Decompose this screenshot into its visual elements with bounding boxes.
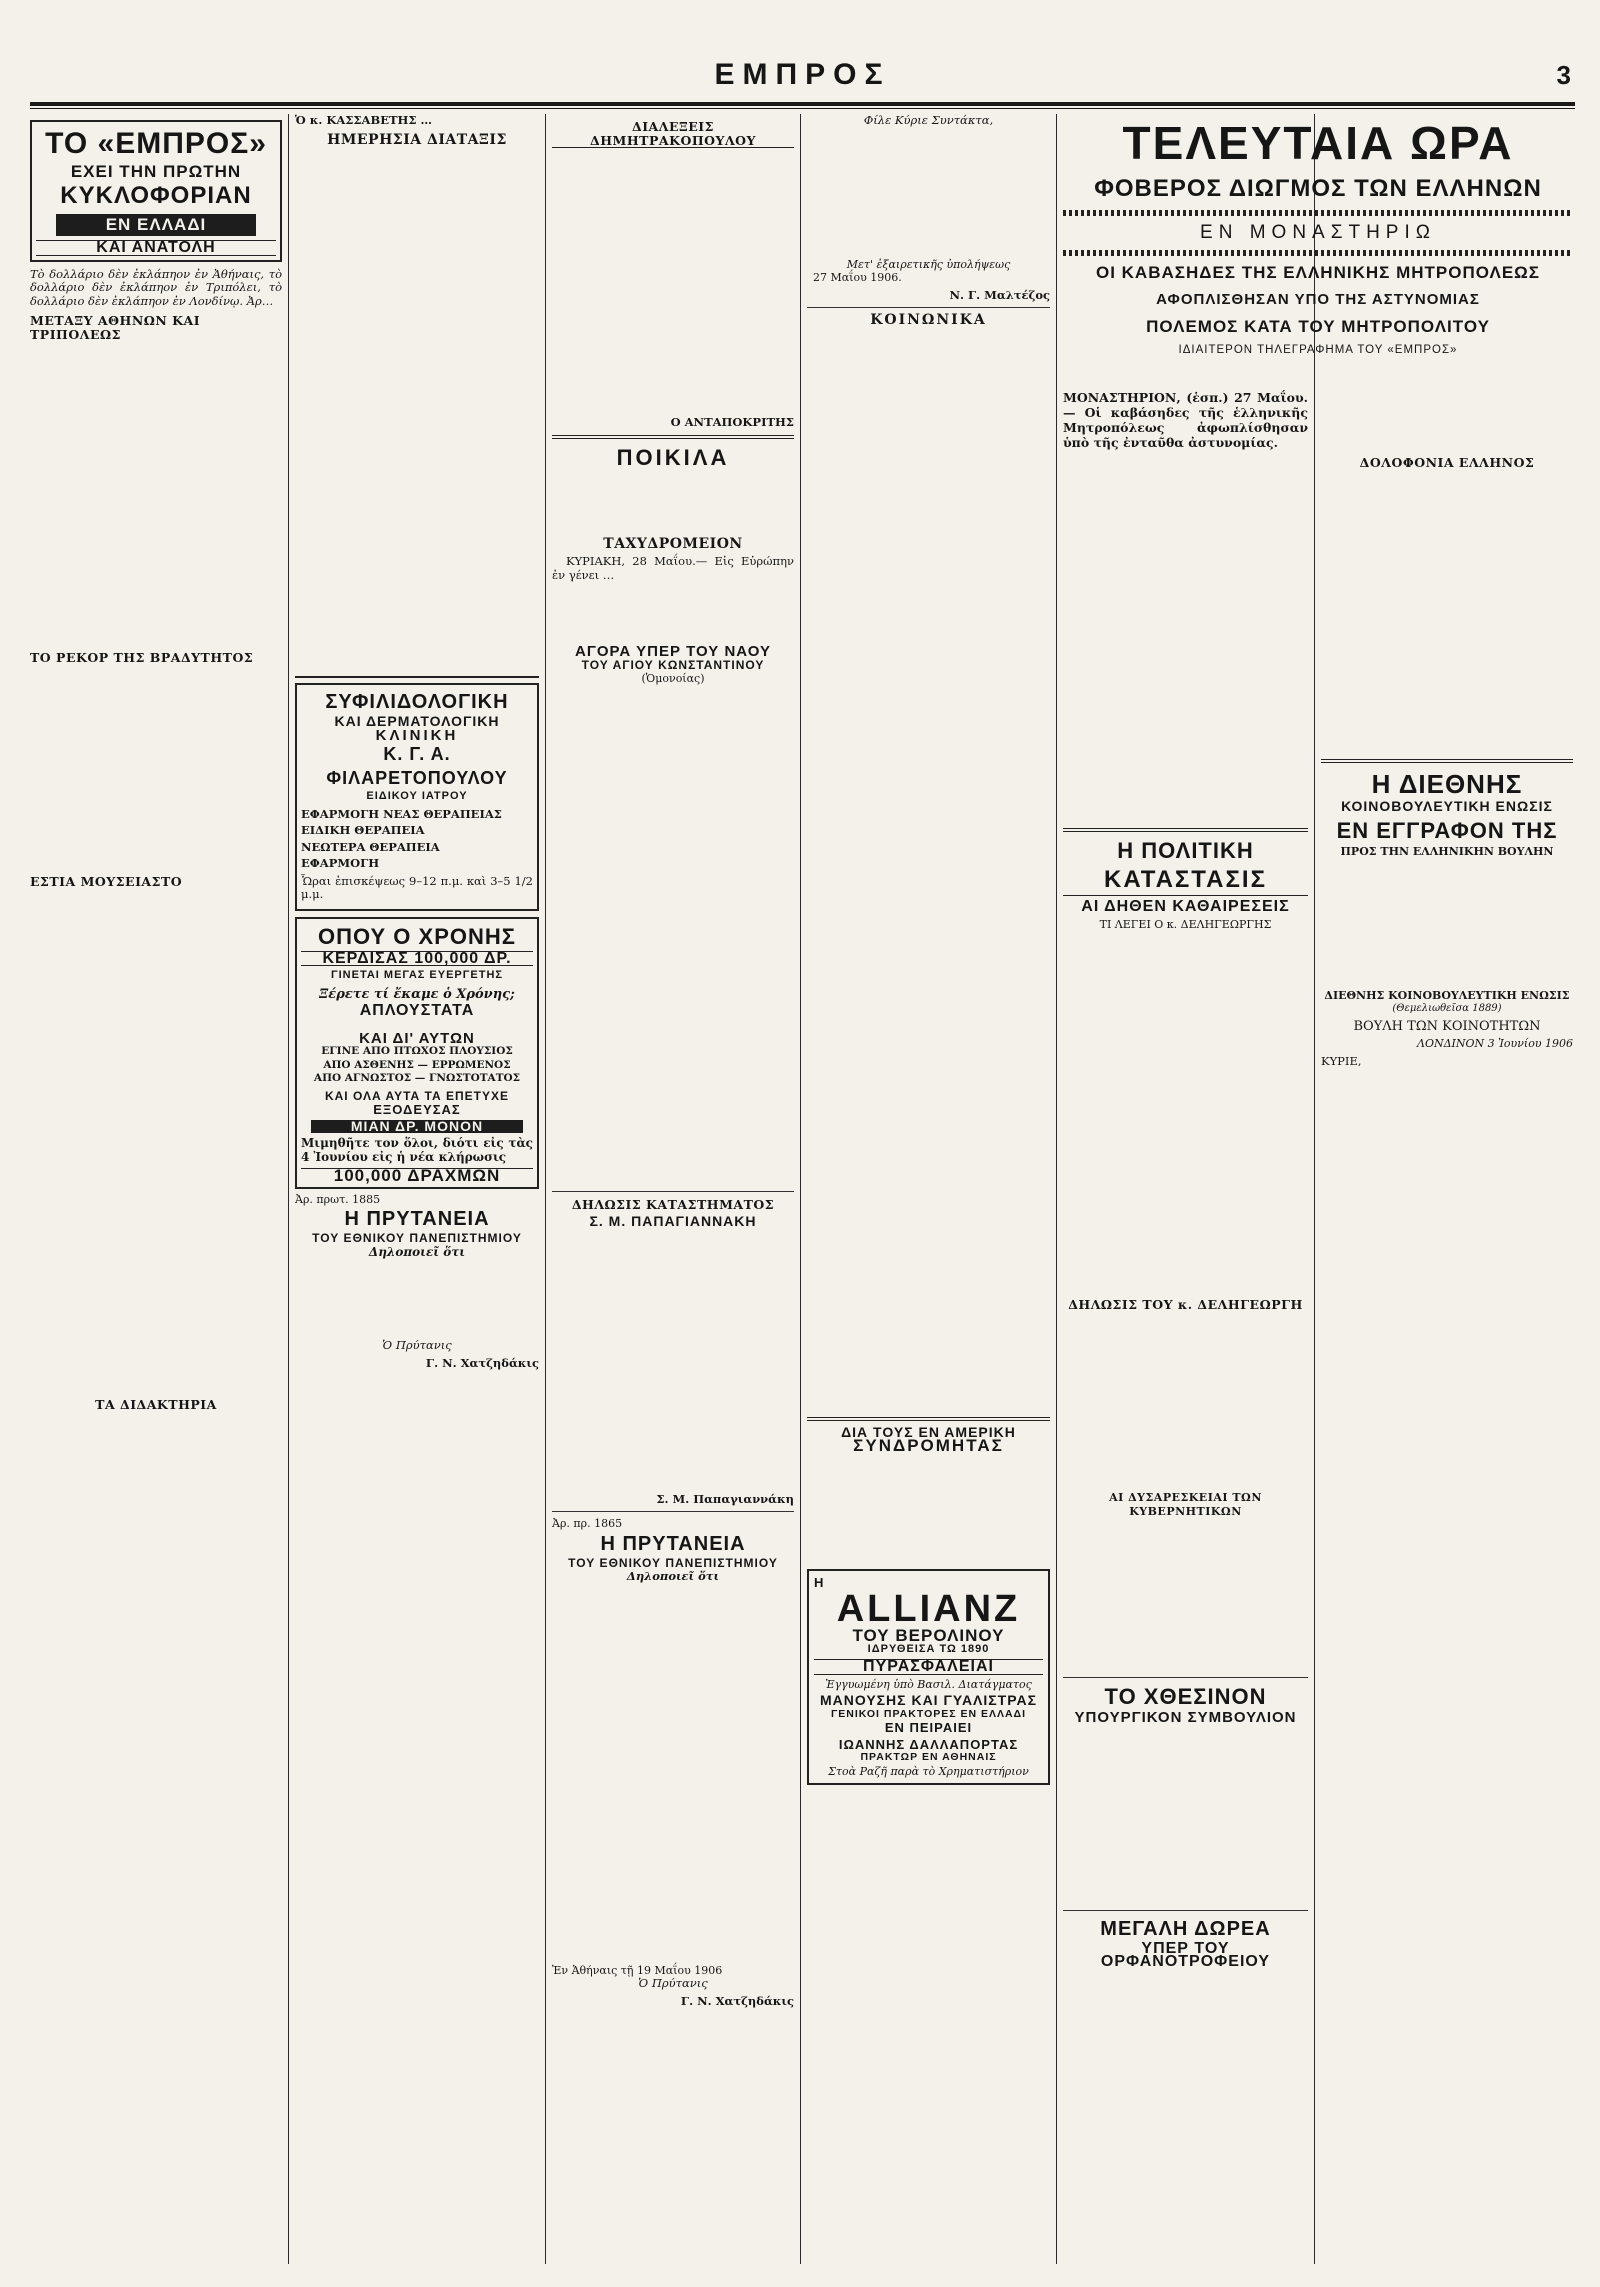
prytaneia-sig: Ὁ Πρύτανις [382,1338,452,1352]
headline-sub: ΑΦΟΠΛΙΣΘΗΣΑΝ ΥΠΟ ΤΗΣ ΑΣΤΥΝΟΜΙΑΣ [1156,291,1480,308]
article-body [807,1453,1050,1563]
diethnis-sub: ΠΡΟΣ ΤΗΝ ΕΛΛΗΝΙΚΗΝ ΒΟΥΛΗΝ [1340,845,1554,858]
america-head: ΔΙΑ ΤΟΥΣ ΕΝ ΑΜΕΡΙΚΗ [841,1423,1016,1440]
headline-sub: ΕΝ ΜΟΝΑΣΤΗΡΙΩ [1200,222,1436,243]
letter-closing: Μετ' ἐξαιρετικῆς ὑπολήψεως [846,257,1011,271]
lottery-line: ΑΠΟ ΑΓΝΩΣΤΟΣ — ΓΝΩΣΤΟΤΑΤΟΣ [313,1072,521,1084]
column-3 [552,114,794,2264]
section-heading: ΔΟΛΟΦΟΝΙΑ ΕΛΛΗΝΟΣ [1359,455,1535,470]
divider [1063,1677,1308,1678]
allianz-line: ΙΔΡΥΘΕΙΣΑ ΤΩ 1890 [867,1642,990,1655]
clinic-treatment: ΕΙΔΙΚΗ ΘΕΡΑΠΕΙΑ [301,823,425,837]
dorea-sub: ΥΠΕΡ ΤΟΥ ΟΡΦΑΝΟΤΡΟΦΕΙΟΥ [1100,1939,1271,1970]
lottery-title: ΟΠΟΥ Ο ΧΡΟΝΗΣ [318,923,516,949]
post-text: ΚΥΡΙΑΚΗ, 28 Μαΐου.— Εἰς Εὐρώπην ἐν γένει … [552,554,794,582]
politiki-head: Η ΠΟΛΙΤΙΚΗ [1117,838,1254,863]
prytaneia-sub: Δηλοποιεῖ ὅτι [626,1569,720,1583]
telegram-text: ΜΟΝΑΣΤΗΡΙΟΝ, (ἑσπ.) 27 Μαΐου.— Οἱ καβάσηδες τῆς ἑλληνικῆς Μητροπόλεως ἀφωπλίσθησαν ὑπὸ τῆς ἐνταῦθα ἀστυνομίας. [1063,390,1308,450]
agora-sub: ΤΟΥ ΑΓΙΟΥ ΚΩΝΣΤΑΝΤΙΝΟΥ [581,657,765,672]
prytaneia-sub: ΤΟΥ ΕΘΝΙΚΟΥ ΠΑΝΕΠΙΣΤΗΜΙΟΥ [312,1231,522,1245]
masthead-rule-thin [30,108,1575,109]
divider [807,1417,1050,1421]
column-5-body [1063,390,1308,2264]
allianz-line: ΕΝ ΠΕΙΡΑΙΕΙ [884,1720,973,1735]
allianz-line: ΜΑΝΟΥΣΗΣ ΚΑΙ ΓΥΑΛΙΣΤΡΑΣ [819,1692,1038,1708]
clinic-role: ΕΙΔΙΚΟΥ ΙΑΤΡΟΥ [366,790,468,802]
divider [807,307,1050,308]
prytaneia-name: Γ. Ν. Χατζηδάκις [425,1355,539,1370]
article-body [30,669,282,869]
article-body [30,892,282,1392]
clinic-treatment: ΕΦΑΡΜΟΓΗ ΝΕΑΣ ΘΕΡΑΠΕΙΑΣ [301,806,502,821]
xthes-head: ΤΟ ΧΘΕΣΙΝΟΝ [1104,1684,1267,1709]
letter-date: 27 Μαΐου 1906. [813,271,902,284]
headline-block [1063,116,1573,358]
lottery-line: Μιμηθῆτε τον ὅλοι, διότι εἰς τὰς 4 Ἰουνίου εἰς ἡ νέα κλήρωσις [301,1136,533,1164]
section-heading: ΑΙ ΔΥΣΑΡΕΣΚΕΙΑΙ ΤΩΝ ΚΥΒΕΡΝΗΤΙΚΩΝ [1109,1491,1262,1518]
allianz-line: ΠΥΡΑΣΦΑΛΕΙΑΙ [814,1659,1043,1675]
diethnis-sub: ΕΝ ΕΓΓΡΑΦΟΝ ΤΗΣ [1336,818,1558,843]
allianz-line: Η [814,1574,825,1590]
prytaneia-sub: Δηλοποιεῖ ὅτι [368,1244,466,1259]
promo-line: ΕΧΕΙ ΤΗΝ ΠΡΩΤΗΝ [70,162,242,181]
doc-date: ΛΟΝΔΙΝΟΝ 3 Ἰουνίου 1906 [1417,1037,1573,1050]
article-body [1063,932,1308,1292]
article-body [552,585,794,645]
prytaneia-sig: Ὁ Πρύτανις [638,1976,708,1990]
diethnis-head: Η ΔΙΕΘΝΗΣ [1371,768,1523,799]
divider [1063,250,1573,256]
lottery-ad [295,917,539,1189]
column-rule [1314,114,1315,2264]
article-body [552,152,794,412]
section-heading: ΚΟΙΝΩΝΙΚΑ [870,312,987,328]
doc-sub: ΒΟΥΛΗ ΤΩΝ ΚΟΙΝΟΤΗΤΩΝ [1353,1018,1541,1034]
allianz-line: Ἐγγυωμένη ὑπὸ Βασιλ. Διατάγματος [825,1677,1032,1691]
clinic-treatment: ΝΕΩΤΕΡΑ ΘΕΡΑΠΕΙΑ [301,839,440,854]
article-body [552,472,794,532]
article-body [552,1229,794,1489]
prytaneia-title: Η ΠΡΥΤΑΝΕΙΑ [600,1532,746,1555]
signature: Ο ΑΝΤΑΠΟΚΡΙΤΗΣ [670,415,794,429]
allianz-line: ΙΩΑΝΝΗΣ ΔΑΛΛΑΠΟΡΤΑΣ [838,1736,1019,1752]
lottery-line: ΚΑΙ ΔΙ' ΑΥΤΩΝ [359,1029,475,1047]
article-body [1063,1725,1308,1905]
article-body [552,1584,794,1964]
clinic-name: Κ. Γ. Α. ΦΙΛΑΡΕΤΟΠΟΥΛΟΥ [326,744,508,788]
allianz-name: ALLIANZ [836,1588,1021,1630]
column-4 [807,114,1050,2264]
masthead-rule [30,102,1575,106]
clinic-sub: ΚΛΙΝΙΚΗ [375,726,459,744]
doc-sub: (Θεμελιωθεῖσα 1889) [1392,1003,1502,1014]
divider [552,1191,794,1192]
clinic-title: ΣΥΦΙΛΙΔΟΛΟΓΙΚΗ [325,691,509,713]
divider [1063,210,1573,216]
article-body [1063,1522,1308,1672]
promo-line: ΚΑΙ ΑΝΑΤΟΛΗ [36,240,276,256]
agora-head: ΑΓΟΡΑ ΥΠΕΡ ΤΟΥ ΝΑΟΥ [575,643,771,660]
promo-head: ΤΟ «ΕΜΠΡΟΣ» [45,127,267,160]
article-body [30,345,282,645]
divider [552,435,794,439]
column-1 [30,114,282,2264]
article-body [1321,390,1573,450]
allianz-line: Στοὰ Ραζῆ παρὰ τὸ Χρηματιστήριον [828,1764,1029,1778]
clinic-ad [295,683,539,911]
ref-number: Ἀρ. πρωτ. 1885 [295,1192,381,1206]
prytaneia-name: Γ. Ν. Χατζηδάκις [680,1993,794,2008]
column-rule [545,114,546,2264]
promo-line: ΚΥΚΛΟΦΟΡΙΑΝ [60,182,252,209]
section-heading: ΕΣΤΙΑ ΜΟΥΣΕΙΑΣΤΟ [30,873,183,889]
divider [552,1511,794,1512]
article-body [1321,474,1573,754]
katastasis-head: ΚΑΤΑΣΤΑΣΙΣ [1104,866,1267,893]
lottery-line: ΕΓΙΝΕ ΑΠΟ ΠΤΩΧΟΣ ΠΛΟΥΣΙΟΣ [321,1045,513,1057]
diethnis-sub: ΚΟΙΝΟΒΟΥΛΕΥΤΙΚΗ ΕΝΩΣΙΣ [1341,797,1553,814]
lottery-line: Ξέρετε τί ἔκαμε ὁ Χρόνης; [319,986,515,1002]
section-heading: ΔΙΑΛΕΞΕΙΣ ΔΗΜΗΤΡΑΚΟΠΟΥΛΟΥ [552,120,794,148]
section-heading: ΤΑΧΥΔΡΟΜΕΙΟΝ [603,535,743,552]
divider [295,676,539,678]
prytaneia-title: Η ΠΡΥΤΑΝΕΙΑ [344,1208,490,1230]
headline-sub: ΙΔΙΑΙΤΕΡΟΝ ΤΗΛΕΓΡΑΦΗΜΑ ΤΟΥ «ΕΜΠΡΟΣ» [1178,344,1458,356]
lottery-line: ΚΑΙ ΟΛΑ ΑΥΤΑ ΤΑ ΕΠΕΤΥΧΕ [324,1088,510,1103]
column-rule [800,114,801,2264]
page-number: 3 [1556,60,1571,90]
allianz-ad [807,1569,1050,1786]
lottery-line: 100,000 ΔΡΑΧΜΩΝ [301,1168,533,1183]
section-heading: ΤΑ ΔΙΔΑΚΤΗΡΙΑ [95,1397,217,1412]
lottery-line: ΕΞΟΔΕΥΣΑΣ [373,1102,461,1117]
news-intro: Ὁ κ. ΚΑΣΣΑΒΕΤΗΣ … [295,114,433,127]
article-body [807,332,1050,1412]
america-sub: ΣΥΝΔΡΟΜΗΤΑΣ [853,1436,1004,1455]
promo-text: Τὸ δολλάριο δὲν ἐκλάπηον ἐν Ἀθήναις, τὸ δολλάριο δὲν ἐκλάπηον ἐν Τριπόλει, τὸ δολλάριο δὲν ἐκλάπηον ἐν Λονδίνῳ. Ἀρ… [30,266,282,308]
allianz-line: ΤΟΥ ΒΕΡΟΛΙΝΟΥ [852,1626,1005,1645]
section-heading: ΜΕΤΑΞΥ ΑΘΗΝΩΝ ΚΑΙ ΤΡΙΠΟΛΕΩΣ [30,313,201,342]
section-heading: ΤΟ ΡΕΚΟΡ ΤΗΣ ΒΡΑΔΥΤΗΤΟΣ [30,650,254,665]
divider [1063,1910,1308,1911]
column-rule [1056,114,1057,2264]
xthes-sub: ΥΠΟΥΡΓΙΚΟΝ ΣΥΜΒΟΥΛΙΟΝ [1074,1709,1297,1726]
lottery-line: ΚΕΡΔΙΣΑΣ 100,000 ΔΡ. [301,951,533,967]
lottery-line: ΓΙΝΕΤΑΙ ΜΕΓΑΣ ΕΥΕΡΓΕΤΗΣ [331,969,503,981]
article-body [552,686,794,1186]
dorea-head: ΜΕΓΑΛΗ ΔΩΡΕΑ [1100,1917,1271,1940]
article-body [1321,859,1573,989]
lottery-line: ΑΠΛΟΥΣΤΑΤΑ [359,1002,475,1019]
article-body [295,1259,539,1339]
doc-head: ΔΙΕΘΝΗΣ ΚΟΙΝΟΒΟΥΛΕΥΤΙΚΗ ΕΝΩΣΙΣ [1324,988,1570,1002]
ref-number: Ἀρ. πρ. 1865 [552,1517,623,1530]
article-body [1063,453,1308,823]
signature: Σ. Μ. Παπαγιαννάκη [656,1491,794,1506]
headline-sub: ΦΟΒΕΡΟΣ ΔΙΩΓΜΟΣ ΤΩΝ ΕΛΛΗΝΩΝ [1094,175,1542,202]
divider [1321,759,1573,763]
katastasis-sub: ΤΙ ΛΕΓΕΙ Ο κ. ΔΕΛΗΓΕΩΡΓΗΣ [1099,918,1272,931]
promo-line: ΕΝ ΕΛΛΑΔΙ [56,214,256,236]
prytaneia-date: Ἐν Ἀθήναις τῇ 19 Μαΐου 1906 [552,1963,723,1977]
headline-main: ΤΕΛΕΥΤΑΙΑ ΩΡΑ [1122,117,1514,169]
letter-head: Φίλε Κύριε Συντάκτα, [863,114,994,127]
section-heading: ΗΜΕΡΗΣΙΑ ΔΙΑΤΑΞΙΣ [327,131,507,148]
newspaper-title: ΕΜΠΡΟΣ [714,58,891,91]
lottery-line: ΜΙΑΝ ΔΡ. ΜΟΝΟΝ [311,1120,523,1134]
clinic-hours: Ὧραι ἐπισκέψεως 9–12 π.μ. καὶ 3–5 1/2 μ.μ. [301,873,533,901]
masthead [30,58,1575,100]
allianz-line: ΠΡΑΚΤΩΡ ΕΝ ΑΘΗΝΑΙΣ [860,1751,997,1763]
section-heading: ΠΟΙΚΙΛΑ [616,444,730,470]
dilosis-name: Σ. Μ. ΠΑΠΑΓΙΑΝΝΑΚΗ [589,1213,757,1229]
agora-paren: (Ὁμονοίας) [641,672,705,685]
clinic-treatment: ΕΦΑΡΜΟΓΗ [301,856,380,870]
column-2 [295,114,539,2264]
article-body [1063,1315,1308,1485]
article-body [1321,1068,1573,1968]
article-body [807,128,1050,258]
allianz-line: ΓΕΝΙΚΟΙ ΠΡΑΚΤΟΡΕΣ ΕΝ ΕΛΛΑΔΙ [830,1707,1027,1720]
doc-greet: ΚΥΡΙΕ, [1321,1053,1362,1068]
headline-sub: ΟΙ ΚΑΒΑΣΗΔΕΣ ΤΗΣ ΕΛΛΗΝΙΚΗΣ ΜΗΤΡΟΠΟΛΕΩΣ [1095,263,1541,282]
katastasis-sub: ΑΙ ΔΗΘΕΝ ΚΑΘΑΙΡΕΣΕΙΣ [1063,895,1308,918]
section-heading: ΔΗΛΩΣΙΣ ΚΑΤΑΣΤΗΜΑΤΟΣ [571,1196,775,1212]
promo-box [30,120,282,262]
headline-sub: ΠΟΛΕΜΟΣ ΚΑΤΑ ΤΟΥ ΜΗΤΡΟΠΟΛΙΤΟΥ [1146,317,1490,336]
divider [1063,828,1308,832]
clinic-sub: ΚΑΙ ΔΕΡΜΑΤΟΛΟΓΙΚΗ [334,713,500,729]
signature: Ν. Γ. Μαλτέζος [949,287,1050,302]
section-heading: ΔΗΛΩΣΙΣ ΤΟΥ κ. ΔΕΛΗΓΕΩΡΓΗ [1068,1296,1303,1312]
lottery-line: ΑΠΟ ΑΣΘΕΝΗΣ — ΕΡΡΩΜΕΝΟΣ [323,1058,511,1071]
article-body [295,151,539,671]
prytaneia-sub: ΤΟΥ ΕΘΝΙΚΟΥ ΠΑΝΕΠΙΣΤΗΜΙΟΥ [568,1555,778,1570]
column-6 [1321,390,1573,2264]
column-rule [288,114,289,2264]
